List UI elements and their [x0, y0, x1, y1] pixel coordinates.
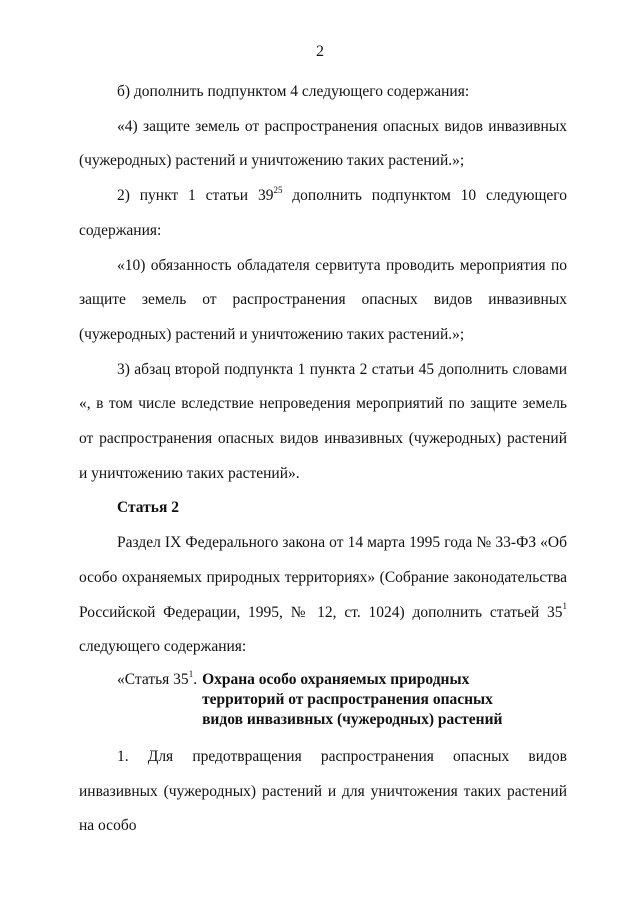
new-article-heading [117, 670, 567, 730]
paragraph-item-2-text: 2) пункт 1 статьи 39 [117, 187, 274, 205]
new-article-label-end: . [193, 670, 198, 688]
new-article-label-text: «Статья 35 [117, 670, 189, 688]
new-article-label [117, 670, 202, 730]
document-body [79, 75, 567, 844]
paragraph-point-1: 1. Для предотвращения распространения опасных видов инвазивных (чужеродных) растений и для уничтожения таких растений на особо [79, 747, 567, 835]
page-number: 2 [316, 43, 324, 60]
new-article-title: Охрана особо охраняемых природных территорий от распространения опасных видов инвазивных (чужеродных) растений [202, 670, 503, 728]
paragraph-subitem-4: «4) защите земель от распространения опасных видов инвазивных (чужеродных) растений и уничтожению таких растений.»; [79, 117, 567, 170]
new-article-superscript: 1 [188, 668, 194, 679]
paragraph-article-2 [79, 526, 567, 665]
paragraph-item-2-text-end: дополнить подпунктом 10 следующего содержания: [79, 187, 568, 239]
paragraph-article-2-text-end: следующего содержания: [79, 638, 247, 656]
paragraph-article-2-text: Раздел IX Федерального закона от 14 марта 1995 года № 33-ФЗ «Об особо охраняемых природных территориях» (Собрание законодательства Российской Федерации, 1995, № 12, ст. 1024) дополнить статьей 35 [79, 534, 567, 621]
paragraph-item-3: 3) абзац второй подпункта 1 пункта 2 статьи 45 дополнить словами «, в том числе вследствие непроведения мероприятий по защите земель от распространения опасных видов инвазивных (чужеродных) растений и уничтожению таких растений». [79, 360, 567, 482]
superscript-25: 25 [273, 184, 283, 195]
superscript-1: 1 [562, 601, 567, 612]
paragraph-subitem-10: «10) обязанность обладателя сервитута проводить мероприятия по защите земель от распространения опасных видов инвазивных (чужеродных) растений и уничтожению таких растений.»; [79, 256, 567, 343]
paragraph-subitem-b: б) дополнить подпунктом 4 следующего содержания: [117, 83, 470, 100]
article-2-heading: Статья 2 [117, 499, 179, 517]
paragraph-item-2 [79, 179, 567, 248]
